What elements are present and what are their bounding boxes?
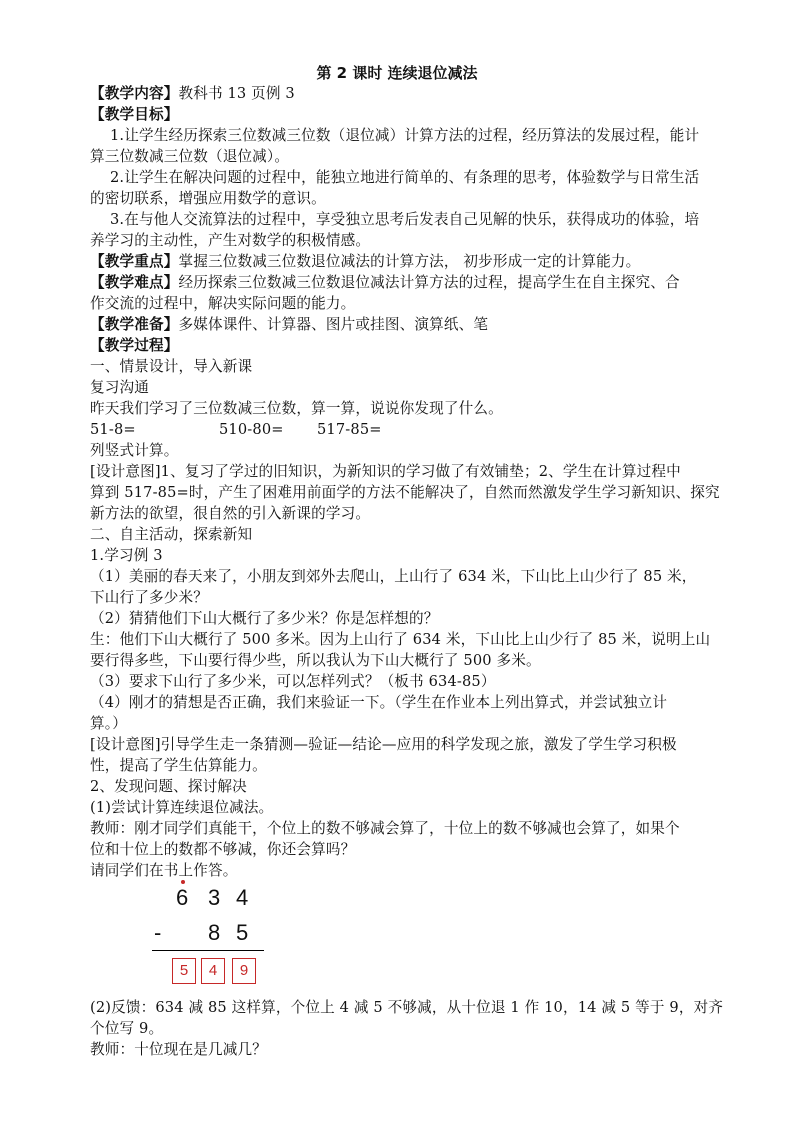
design-intent-2-b: 性，提高了学生估算能力。 <box>90 757 267 774</box>
process-label: 【教学过程】 <box>90 337 179 354</box>
review-question: 昨天我们学习了三位数减三位数，算一算，说说你发现了什么。 <box>90 400 503 417</box>
goal1-line-a: 1.让学生经历探索三位数减三位数（退位减）计算方法的过程，经历算法的发展过程，能计 <box>110 127 700 144</box>
try-calc-heading: (1)尝试计算连续退位减法。 <box>90 799 274 816</box>
subtrahend-tens: 8 <box>208 920 221 945</box>
goal2-line-a: 2.让学生在解决问题的过程中，能独立地进行简单的、有条理的思考，体验数学与日常生活 <box>110 169 700 186</box>
goal1-line-b: 算三位数减三位数（退位减）。 <box>90 148 290 165</box>
feedback-a: (2)反馈：634 减 85 这样算，个位上 4 减 5 不够减，从十位退 1 作 10，14 减 5 等于 9，对齐 <box>90 999 724 1016</box>
key-point-line <box>90 251 736 272</box>
problem-4-b: 算。） <box>90 715 127 732</box>
problem-4-a: （4）刚才的猜想是否正确，我们来验证一下。（学生在作业本上列出算式，并尝试独立计 <box>90 694 668 711</box>
goal2-line-b: 的密切联系，增强应用数学的意识。 <box>90 190 326 207</box>
prep-text: 多媒体课件、计算器、图片或挂图、演算纸、笔 <box>178 316 489 333</box>
design-intent-1-b: 算到 517-85=时，产生了困难用前面学的方法不能解决了，自然而然激发学生学习新知识、探究 <box>90 484 720 501</box>
prep-line <box>90 314 736 335</box>
result-ones: 9 <box>232 958 256 984</box>
calc-underline <box>152 950 264 951</box>
goal3-line-a: 3.在与他人交流算法的过程中，享受独立思考后发表自己见解的快乐，获得成功的体验，培 <box>110 211 700 228</box>
content-label: 【教学内容】 <box>90 85 179 102</box>
lesson-title: 第 2 课时 连续退位减法 <box>316 64 478 82</box>
design-intent-1-a: [设计意图]1、复习了学过的旧知识，为新知识的学习做了有效铺垫；2、学生在计算过程中 <box>90 463 681 480</box>
difficulty-line-b: 作交流的过程中，解决实际问题的能力。 <box>90 295 356 312</box>
problem-2: （2）猜猜他们下山大概行了多少米？你是怎样想的？ <box>90 610 439 627</box>
minuend-ones: 4 <box>236 885 249 910</box>
review-heading: 复习沟通 <box>90 379 149 396</box>
key-label: 【教学重点】 <box>90 253 179 270</box>
example-3-heading: 1.学习例 3 <box>90 547 163 564</box>
difficulty-line-a <box>90 272 736 293</box>
design-intent-2-a: [设计意图]引导学生走一条猜测—验证—结论—应用的科学发现之旅，激发了学生学习积极 <box>90 736 677 753</box>
teacher-line-1-a: 教师：刚才同学们真能干，个位上的数不够减会算了，十位上的数不够减也会算了，如果个 <box>90 820 680 837</box>
minus-sign: - <box>154 920 162 945</box>
exercise-1: 51-8= <box>90 421 136 438</box>
result-hundreds: 5 <box>172 958 196 984</box>
borrow-dot <box>181 880 185 884</box>
subtrahend-ones: 5 <box>236 920 249 945</box>
problem-1-a: （1）美丽的春天来了，小朋友到郊外去爬山，上山行了 634 米，下山比上山少行了 85 米， <box>90 568 697 585</box>
content-text: 教科书 13 页例 3 <box>178 85 295 102</box>
difficulty-label: 【教学难点】 <box>90 274 179 291</box>
design-intent-1-c: 新方法的欲望，很自然的引入新课的学习。 <box>90 505 371 522</box>
result-tens: 4 <box>201 958 225 984</box>
section-2-heading: 二、自主活动，探索新知 <box>90 526 253 543</box>
content-line <box>90 83 736 104</box>
goals-label: 【教学目标】 <box>90 106 179 123</box>
minuend-hundreds: 6 <box>176 885 189 910</box>
teacher-line-1-c: 请同学们在书上作答。 <box>90 862 238 879</box>
problem-1-b: 下山行了多少米？ <box>90 589 208 606</box>
exercise-3: 517-85= <box>317 421 382 438</box>
exercise-2: 510-80= <box>219 421 284 438</box>
student-answer-a: 生：他们下山大概行了 500 多米。因为上山行了 634 米，下山比上山少行了 85 米，说明上山 <box>90 631 711 648</box>
section-2-2-heading: 2、发现问题、探讨解决 <box>90 778 247 795</box>
prep-label: 【教学准备】 <box>90 316 179 333</box>
teacher-line-1-b: 位和十位上的数都不够减，你还会算吗？ <box>90 841 356 858</box>
section-1-heading: 一、情景设计，导入新课 <box>90 358 253 375</box>
teacher-line-2: 教师：十位现在是几减几？ <box>90 1041 267 1058</box>
goal3-line-b: 养学习的主动性，产生对数学的积极情感。 <box>90 232 371 249</box>
vertical-calc-instruction: 列竖式计算。 <box>90 442 179 459</box>
minuend-tens: 3 <box>208 885 221 910</box>
difficulty-text: 经历探索三位数减三位数退位减法计算方法的过程，提高学生在自主探究、合 <box>178 274 680 291</box>
feedback-b: 个位写 9。 <box>90 1020 164 1037</box>
exercise-row <box>90 419 736 440</box>
student-answer-b: 要行得多些，下山要行得少些，所以我认为下山大概行了 500 多米。 <box>90 652 541 669</box>
key-text: 掌握三位数减三位数退位减法的计算方法， 初步形成一定的计算能力。 <box>178 253 641 270</box>
problem-3: （3）要求下山行了多少米，可以怎样列式？（板书 634-85） <box>90 673 496 690</box>
